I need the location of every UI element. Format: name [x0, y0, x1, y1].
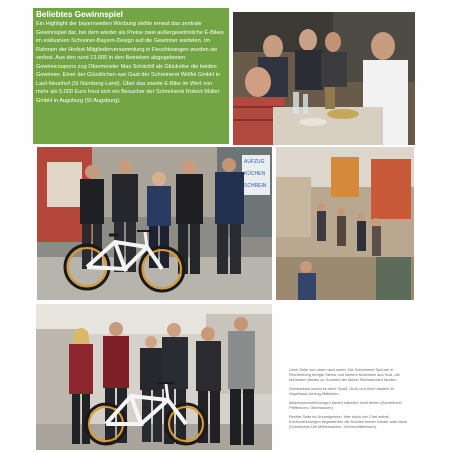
svg-text:AUFZUG: AUFZUG — [244, 159, 265, 165]
svg-text:KÜCHEN: KÜCHEN — [244, 171, 266, 177]
ebike-winner-group-photo — [37, 147, 272, 300]
article-text-panel — [33, 8, 229, 144]
article-heading: Beliebtes Gewinnspiel — [36, 10, 123, 19]
caption-4: Rechte Seite im Uhrzeigersinn: Hier kocht der Chef selbst: Kochvorführungen begeisterten die Kunden immer wieder aufs Neue (Schreinerei Die Möbelmacher, Kirchendittenbach). — [289, 413, 408, 430]
kitchen-cooking-demo-photo — [233, 12, 415, 145]
photo-captions — [289, 367, 411, 447]
article-body: Ein Highlight der bayernweiten Werbung stellte erneut das zentrale Gewinnspiel dar, bei dem wieder als Preise zwei außergewöhnliche E-Bikes im exklusiven Schreiner-Bayern-Design auf die Gewinner warteten. Im Rahmen der Herbst-Mitgliederversammlung in Feuchtwangen wurden sie verlost. Aus den rund 13.000 in den Betrieben abgegebenen Gewinncoupons zog Obermeister Max Schächtl als Glücksfee die beiden Gewinner. Einer der Glücklichen war Gast der Schreinerei Wölfel GmbH in Lauf-Neunhof (SI Nürnberg-Land). Über das zweite E-Bike im Wert von mehr als 5.000 Euro freut sich ein Besucher der Schreinerei Robert Müller GmbH in Augsburg (SI Augsburg). — [36, 21, 224, 104]
caption-1: Linke Seite von oben nach unten: Die Schreinerei Spörner in Reichenberg fertigte Sterne und weitere Andenken aus Holz, die reißenden Absatz zu Gunsten der Aktion Sternstunden fanden. — [289, 367, 400, 383]
ebike-handover-group-photo — [36, 304, 272, 450]
caption-2: Gemeinsam macht es mehr Spaß: Groß und Klein basteln im Vogelhaus-Umzug Mittelsten. — [289, 386, 395, 397]
showroom-visitors-photo — [276, 147, 414, 300]
svg-text:SCHREIN: SCHREIN — [244, 183, 267, 189]
caption-3: Maschinenvorführungen dürfen natürlich nicht fehlen (Schreinerei Pfefferkorn, Oberhausen). — [289, 400, 402, 411]
